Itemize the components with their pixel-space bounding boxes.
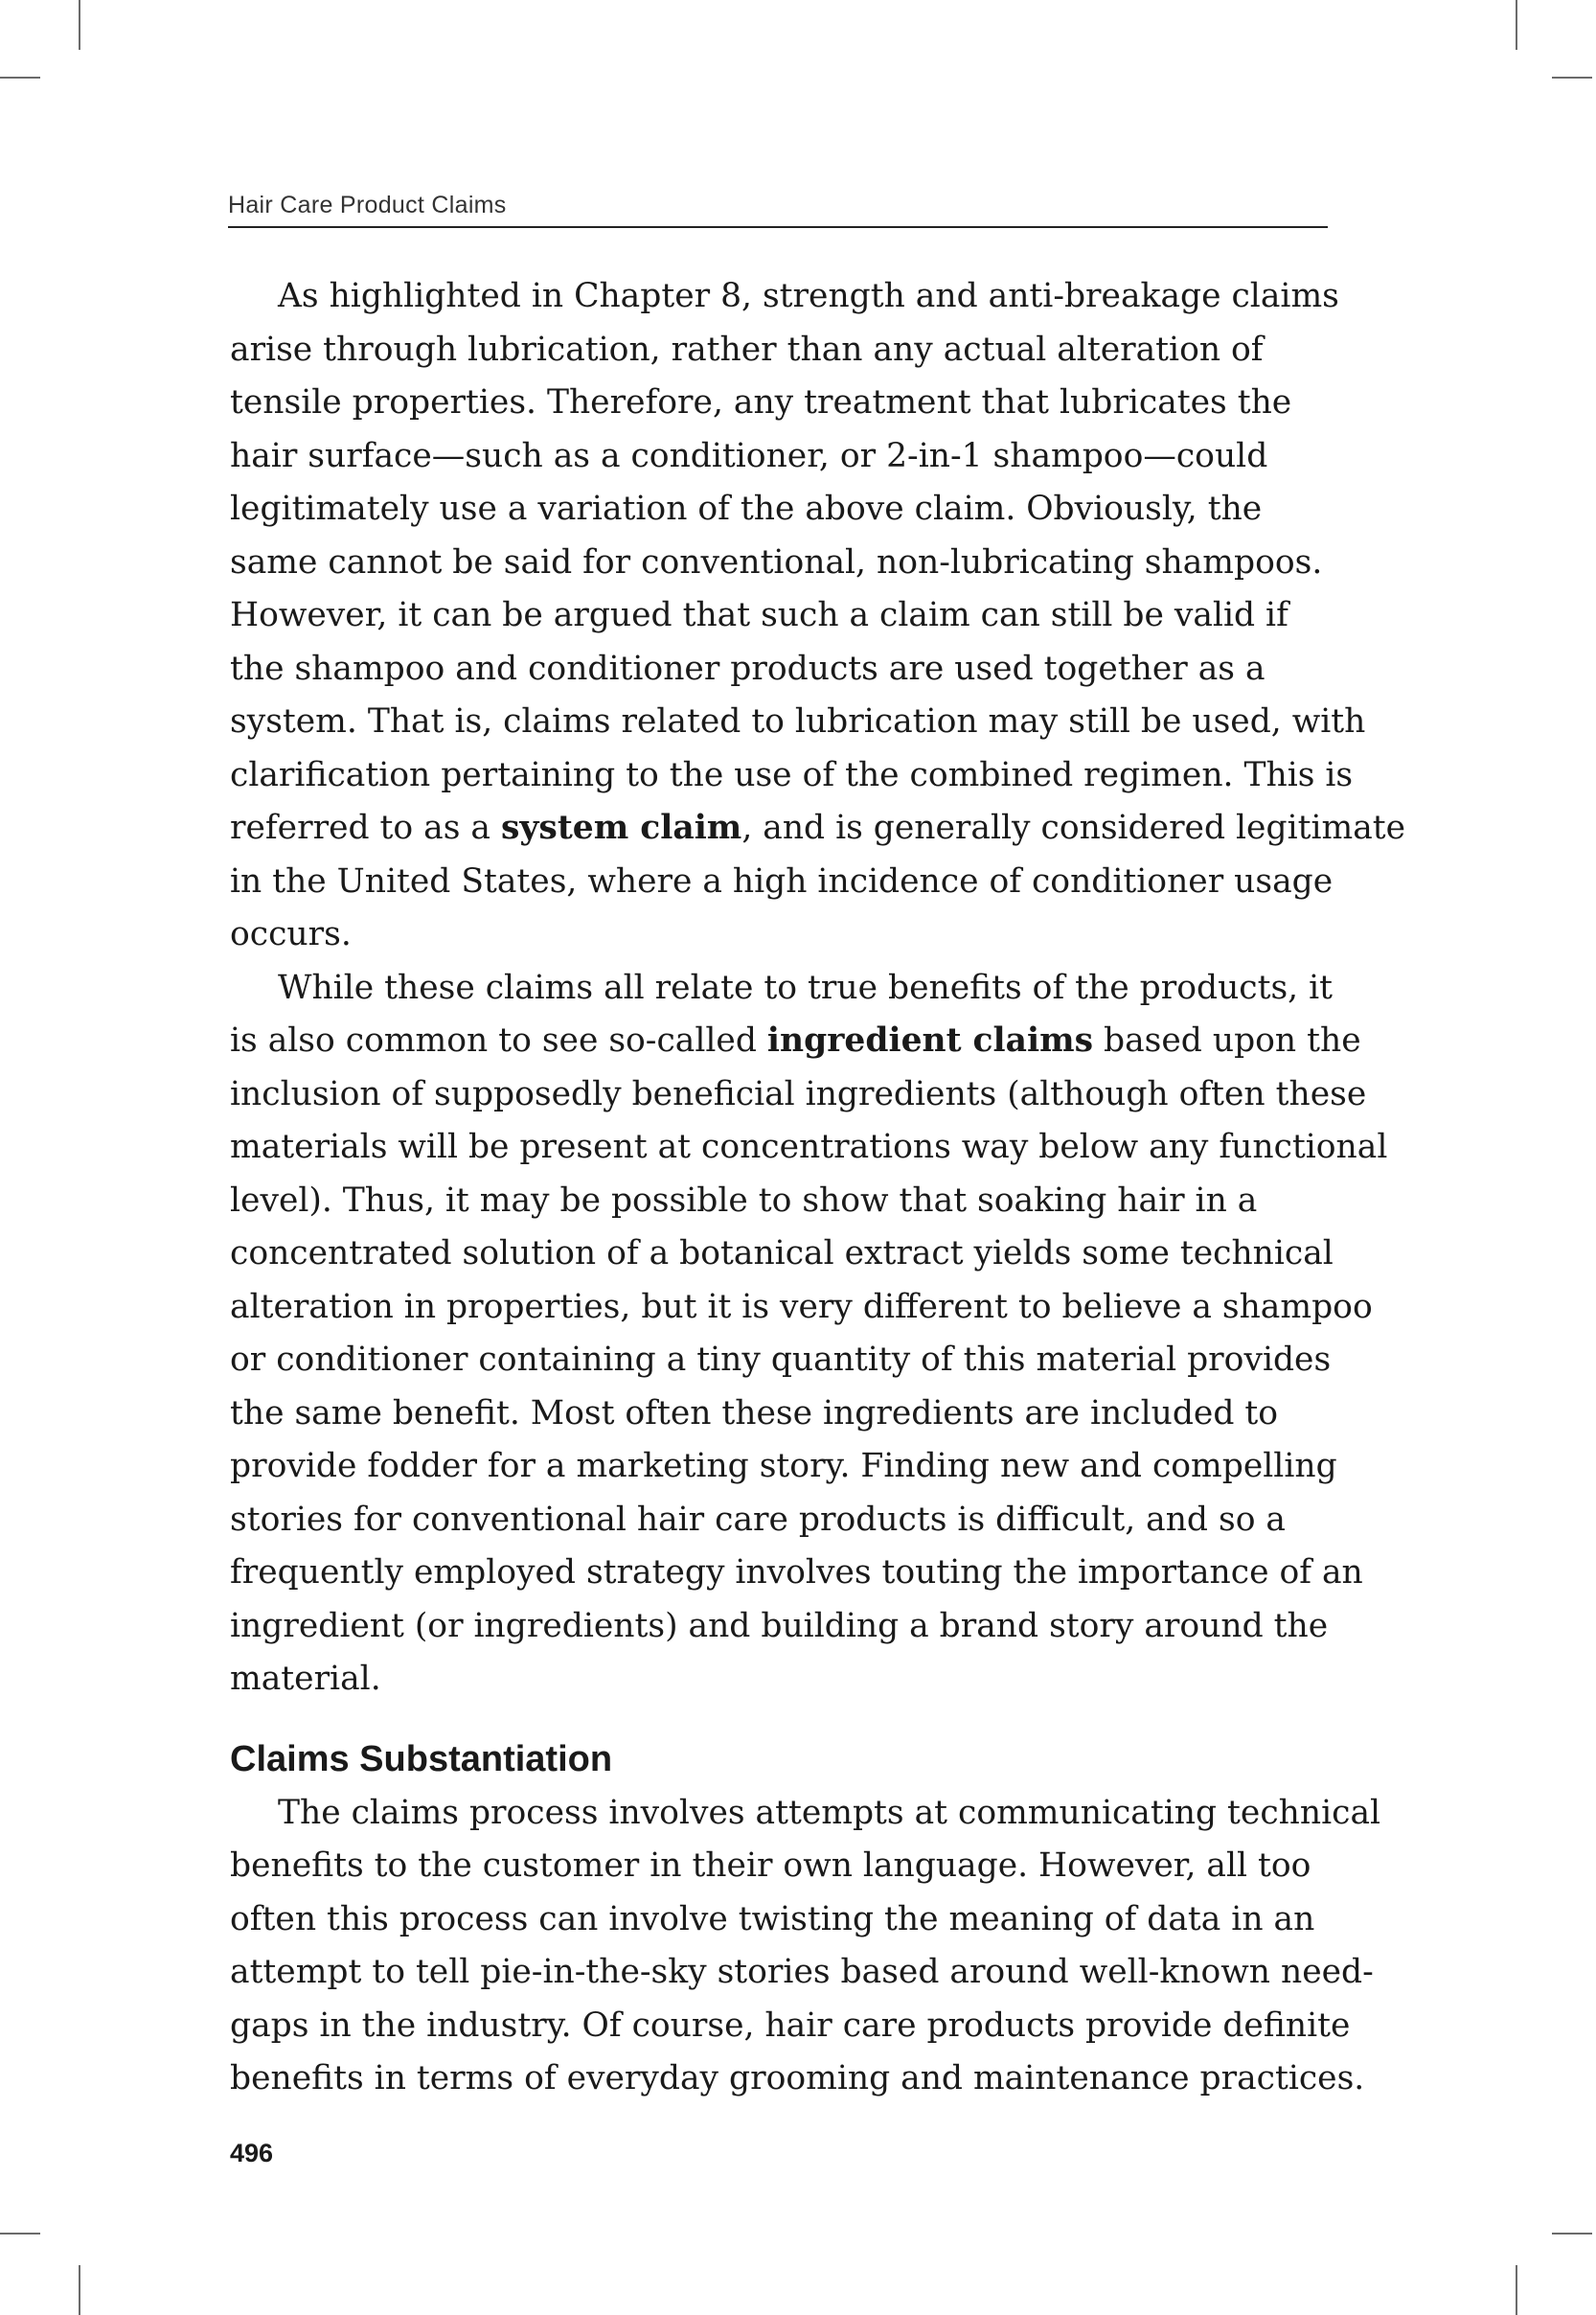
text-run: , and is generally considered legitimate <box>741 809 1406 847</box>
term-system-claim: system claim <box>500 809 742 847</box>
text-run: based upon the <box>1093 1021 1361 1060</box>
text-line: alteration in properties, but it is very different to believe a shampoo <box>230 1287 1373 1326</box>
text-line: hair surface—such as a conditioner, or 2-in-1 shampoo—could <box>230 436 1268 475</box>
crop-mark-bottom-right <box>1516 2265 1517 2315</box>
crop-mark-top-left <box>79 0 80 50</box>
page-number: 496 <box>230 2139 274 2167</box>
text-line: the shampoo and conditioner products are used together as a <box>230 649 1265 688</box>
text-line: stories for conventional hair care products is difficult, and so a <box>230 1500 1286 1539</box>
crop-mark-top-left-h <box>0 77 40 79</box>
term-ingredient-claims: ingredient claims <box>766 1021 1094 1060</box>
text-line: in the United States, where a high incidence of conditioner usage <box>230 861 1334 901</box>
text-line: concentrated solution of a botanical extract yields some technical <box>230 1234 1334 1272</box>
text-run: referred to as a <box>230 809 501 847</box>
text-line: benefits in terms of everyday grooming and maintenance practices. <box>230 2059 1365 2097</box>
text-line: often this process can involve twisting the meaning of data in an <box>230 1899 1315 1938</box>
text-line: provide fodder for a marketing story. Finding new and compelling <box>230 1447 1337 1485</box>
crop-mark-bottom-right-h <box>1552 2233 1592 2235</box>
text-line: material. <box>230 1660 381 1698</box>
text-line: legitimately use a variation of the above claim. Obviously, the <box>230 490 1263 528</box>
text-line: benefits to the customer in their own language. However, all too <box>230 1846 1311 1885</box>
crop-mark-bottom-left-h <box>0 2233 40 2235</box>
text-line: ingredient (or ingredients) and building a brand story around the <box>230 1606 1329 1645</box>
text-line: However, it can be argued that such a claim can still be valid if <box>230 596 1288 634</box>
crop-mark-top-right <box>1516 0 1517 50</box>
text-line: arise through lubrication, rather than any actual alteration of <box>230 330 1264 369</box>
text-line: inclusion of supposedly beneficial ingredients (although often these <box>230 1074 1367 1113</box>
text-line: same cannot be said for conventional, non-lubricating shampoos. <box>230 542 1323 582</box>
section-heading: Claims Substantiation <box>230 1738 613 1779</box>
text-line: While these claims all relate to true benefits of the products, it <box>278 968 1334 1007</box>
text-line-with-term <box>230 1015 1361 1068</box>
text-line: As highlighted in Chapter 8, strength and anti-breakage claims <box>278 277 1339 315</box>
text-line: attempt to tell pie-in-the-sky stories based around well-known need- <box>230 1953 1374 1991</box>
text-line: or conditioner containing a tiny quantity of this material provides <box>230 1341 1332 1379</box>
text-line: system. That is, claims related to lubrication may still be used, with <box>230 702 1366 741</box>
text-line: gaps in the industry. Of course, hair care products provide definite <box>230 2006 1351 2045</box>
crop-mark-top-right-h <box>1552 77 1592 79</box>
text-run: is also common to see so-called <box>230 1021 767 1060</box>
text-line: materials will be present at concentrations way below any functional <box>230 1128 1388 1166</box>
text-line: tensile properties. Therefore, any treatment that lubricates the <box>230 383 1292 422</box>
text-line: frequently employed strategy involves touting the importance of an <box>230 1553 1363 1592</box>
running-head: Hair Care Product Claims <box>228 192 507 218</box>
text-line: the same benefit. Most often these ingredients are included to <box>230 1393 1279 1433</box>
text-line: The claims process involves attempts at communicating technical <box>278 1793 1381 1832</box>
text-line: level). Thus, it may be possible to show that soaking hair in a <box>230 1180 1258 1220</box>
crop-mark-bottom-left <box>79 2265 80 2315</box>
text-line: clarification pertaining to the use of the combined regimen. This is <box>230 755 1354 794</box>
header-rule <box>228 226 1328 228</box>
text-line-with-term <box>230 802 1406 856</box>
text-line: occurs. <box>230 915 352 953</box>
body-text <box>230 270 1406 2106</box>
